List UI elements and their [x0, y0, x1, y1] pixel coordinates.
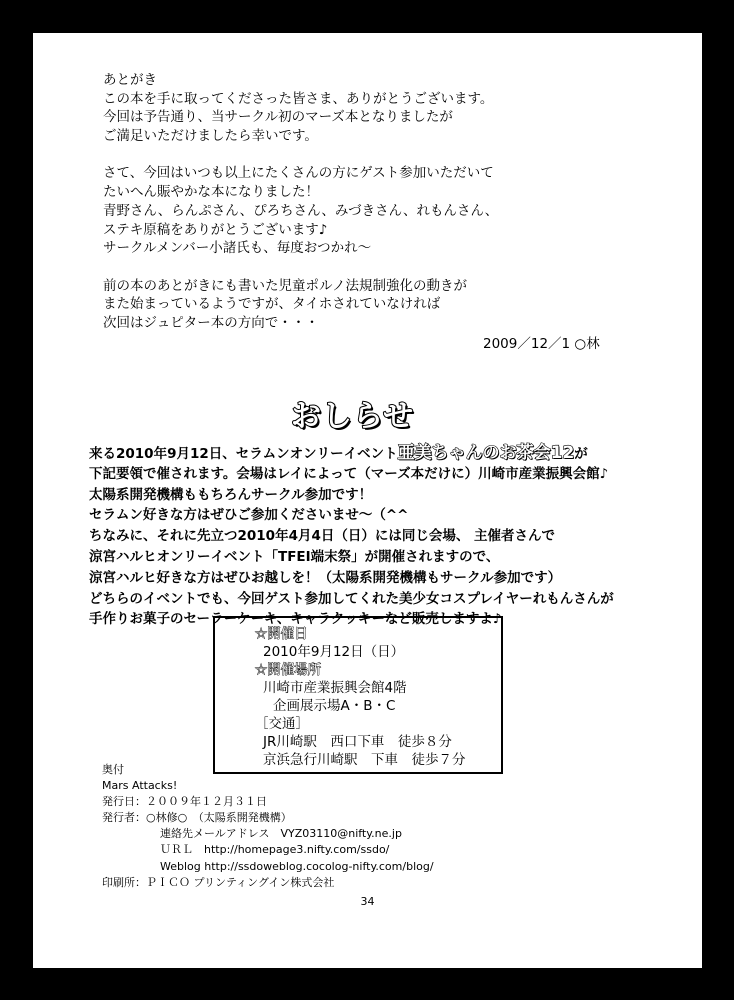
notice-title: おしらせ: [291, 399, 415, 434]
afterword-line: 次回はジュピター本の方向で・・・: [103, 314, 319, 331]
issue-date-row: [102, 794, 434, 810]
publisher-row: [102, 810, 434, 826]
book-title: Mars Attacks!: [102, 779, 178, 793]
paragraph-gap: [103, 146, 498, 165]
access-heading: ［交通］: [255, 716, 309, 732]
afterword-line: 前の本のあとがきにも書いた児童ポルノ法規制強化の動きが: [103, 277, 467, 294]
afterword-heading: あとがき: [103, 72, 157, 88]
printer-label: 印刷所：: [102, 875, 146, 889]
notice-line: ちなみに、それに先立つ2010年4月4日（日）には同じ会場、 主催者さんで: [89, 528, 556, 545]
venue-heading: ☆開催場所: [255, 662, 322, 678]
notice-line: 下記要領で催されます。会場はレイによって（マーズ本だけに）川崎市産業振興会館♪: [89, 465, 609, 482]
afterword-line: ご満足いただけましたら幸いです。: [103, 128, 318, 145]
venue-line: 川崎市産業振興会館4階: [263, 680, 407, 696]
printer: ＰＩＣＯ プリンティングイン株式会社: [146, 875, 335, 889]
afterword-signature: 2009／12／1 ○林: [483, 336, 600, 352]
afterword-line: たいへん賑やかな本になりました！: [103, 184, 319, 201]
paragraph-gap: [103, 258, 498, 277]
printer-row: [102, 875, 434, 891]
document-page: [33, 33, 702, 968]
publisher: ○林修○ （太陽系開発機構）: [146, 811, 292, 825]
notice-line-text: が: [574, 446, 588, 462]
notice-line-text: 来る2010年9月12日、セラムンオンリーイベント: [89, 446, 398, 462]
venue-line: 企画展示場A・B・C: [273, 698, 396, 714]
notice-line: 涼宮ハルヒオンリーイベント「TFEI端末祭」が開催されますので、: [89, 548, 500, 565]
event-name: 亜美ちゃんのお茶会12: [397, 443, 575, 463]
notice-line: 涼宮ハルヒ好きな方はぜひお越しを！（太陽系開発機構もサークル参加です）: [89, 569, 562, 586]
notice-line: 太陽系開発機構ももちろんサークル参加です！: [89, 486, 373, 503]
afterword-line: サークルメンバー小諸氏も、毎度おつかれ〜: [103, 240, 372, 257]
page-number: 34: [360, 895, 375, 908]
homepage-url: ＵＲＬ http://homepage3.nifty.com/ssdo/: [160, 843, 390, 857]
access-line: 京浜急行川崎駅 下車 徒歩７分: [263, 752, 466, 768]
notice-line: セラムン好きな方はぜひご参加くださいませ〜（^^: [89, 507, 409, 524]
event-date: 2010年9月12日（日）: [263, 644, 405, 660]
date-heading: ☆開催日: [255, 626, 308, 642]
access-line: JR川崎駅 西口下車 徒歩８分: [263, 734, 452, 750]
colophon-heading: 奥付: [102, 763, 124, 776]
colophon-section: [102, 762, 434, 891]
notice-line: [89, 443, 614, 464]
publisher-label: 発行者：: [102, 811, 146, 825]
event-info-box: [213, 616, 503, 774]
afterword-line: ステキ原稿をありがとうございます♪: [103, 221, 328, 238]
weblog-url: Weblog http://ssdoweblog.cocolog-nifty.com/blog/: [160, 859, 434, 873]
afterword-line: 今回は予告通り、当サークル初のマーズ本となりましたが: [103, 109, 453, 126]
notice-line: 手作りお菓子のセーラーケーキ、キャラクッキーなど販売しますよ♪: [89, 611, 502, 628]
afterword-line: この本を手に取ってくださった皆さま、ありがとうございます。: [103, 90, 494, 107]
issue-date-label: 発行日：: [102, 795, 146, 809]
afterword-line: また始まっているようですが、タイホされていなければ: [103, 296, 441, 313]
notice-line: どちらのイベントでも、今回ゲスト参加してくれた美少女コスプレイヤーれもんさんが: [89, 590, 614, 607]
notice-body: [89, 443, 614, 630]
issue-date: ２００９年１２月３１日: [146, 795, 267, 809]
contact-email: 連絡先メールアドレス VYZ03110@nifty.ne.jp: [160, 827, 402, 841]
afterword-section: [103, 71, 498, 333]
afterword-line: さて、今回はいつも以上にたくさんの方にゲスト参加いただいて: [103, 165, 494, 182]
afterword-line: 青野さん、らんぷさん、ぴろちさん、みづきさん、れもんさん、: [103, 202, 499, 219]
